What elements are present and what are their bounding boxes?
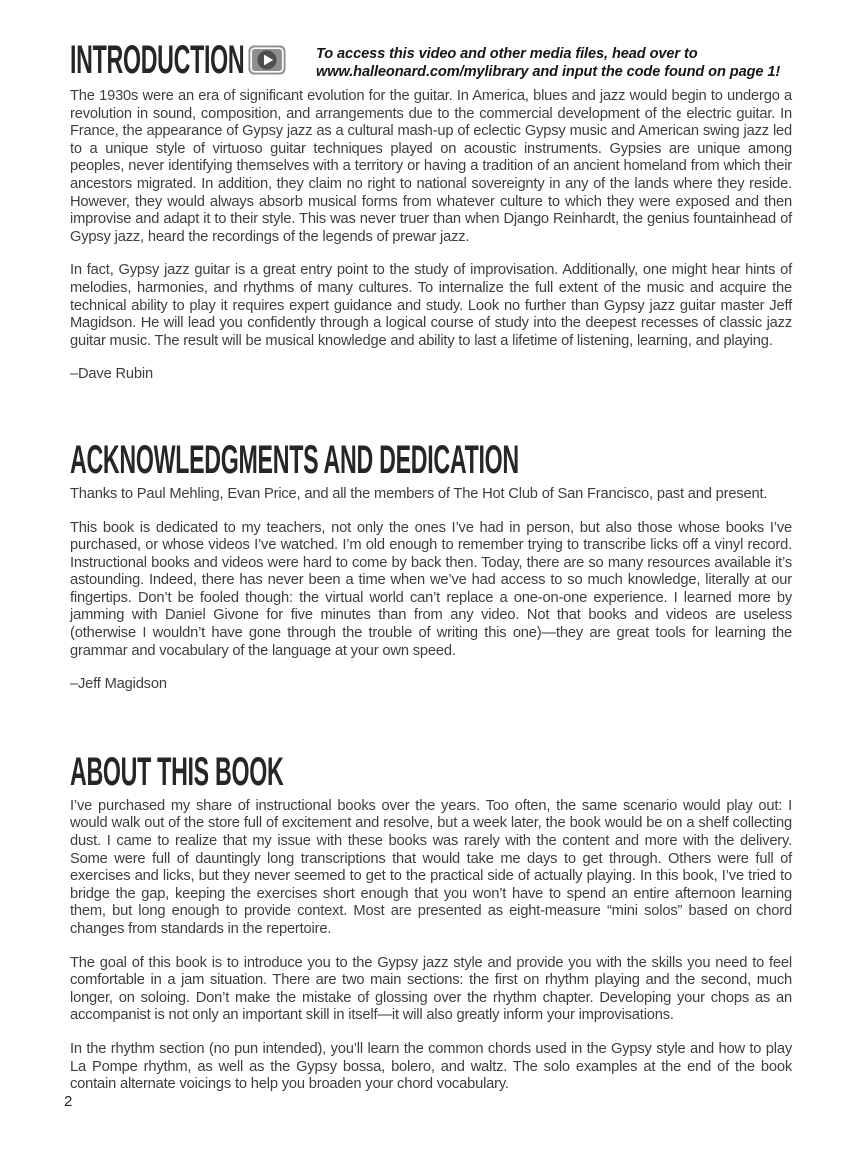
section-about-this-book (70, 749, 792, 1094)
paragraph-ack-1: Thanks to Paul Mehling, Evan Price, and all the members of The Hot Club of San Francisco, past and present. (70, 485, 768, 502)
video-play-icon (248, 45, 286, 80)
introduction-header-row (70, 38, 792, 82)
page-number: 2 (64, 1093, 73, 1110)
introduction-heading-wrap (70, 38, 248, 82)
section-acknowledgments (70, 437, 792, 694)
paragraph-intro-2: In fact, Gypsy jazz guitar is a great entry point to the study of improvisation. Additionally, one might hear hints of melodies, harmonies, and rhythms of many cultures. To internalize the full extent of the music and acquire the technical ability to play it requires expert guidance and study. Look no further than Gypsy jazz guitar master Jeff Magidson. He will lead you confidently through a logical course of study into the deepest recesses of classic jazz guitar music. The result will be musical knowledge and ability to last a lifetime of listening, learning, and playing. (70, 262, 792, 349)
paragraph-about-3: In the rhythm section (no pun intended), you’ll learn the common chords used in the Gypsy style and how to play La Pompe rhythm, as well as the Gypsy bossa, bolero, and waltz. The solo examples at the end of the book contain alternate voicings to help you broaden your chord vocabulary. (70, 1040, 792, 1093)
signature-dave-rubin: –Dave Rubin (70, 366, 153, 383)
media-access-note-line1: To access this video and other media files, head over to (316, 46, 698, 62)
acknowledgments-heading-wrap (70, 437, 792, 482)
signature-jeff-magidson: –Jeff Magidson (70, 676, 167, 693)
about-heading: ABOUT THIS BOOK (70, 749, 284, 794)
paragraph-about-1: I’ve purchased my share of instructional books over the years. Too often, the same scenario would play out: I would walk out of the store full of excitement and resolve, but a week later, the book would be on a shelf collecting dust. I came to realize that my issue with these books was rarely with the content and more with the delivery. Some were full of dauntingly long transcriptions that would take me days to get through. Others were full of exercises and licks, but they never seemed to get to the practical side of actually playing. In this book, I’ve tried to bridge the gap, keeping the exercises short enough that you won’t have to spend an entire afternoon learning them, but long enough to provide context. Most are presented as eight-measure “mini solos” based on chord changes from standards in the repertoire. (70, 797, 792, 937)
paragraph-about-2: The goal of this book is to introduce you to the Gypsy jazz style and provide you with the skills you need to feel comfortable in a jam situation. There are two main sections: the first on rhythm playing and the second, much longer, on soloing. Don’t make the mistake of glossing over the rhythm chapter. Developing your chops as an accompanist is not only an important skill in itself—it will also greatly inform your improvisations. (70, 954, 792, 1024)
about-heading-wrap (70, 749, 792, 794)
paragraph-intro-1: The 1930s were an era of significant evolution for the guitar. In America, blues and jazz would begin to undergo a revolution in sound, composition, and arrangements due to the commercial development of the electric guitar. In France, the appearance of Gypsy jazz as a cultural mash-up of eclectic Gypsy music and American swing jazz led to a unique style of virtuoso guitar techniques played on acoustic instruments. Gypsies are unique among peoples, never identifying themselves with a territory or having a tradition of an ancient homeland from which their ancestors migrated. In addition, they claim no right to national sovereignty in any of the lands where they reside. However, they would always absorb musical forms from whatever culture to which they were exposed and then improvise and adapt it to their style. This was never truer than when Django Reinhardt, the genius fountainhead of Gypsy jazz, heard the recordings of the legends of prewar jazz. (70, 88, 792, 245)
paragraph-ack-2: This book is dedicated to my teachers, not only the ones I’ve had in person, but also those whose books I’ve purchased, or whose videos I’ve watched. I’m old enough to remember trying to transcribe licks off a vinyl record. Instructional books and videos were hard to come by back then. Today, there are so many resources available it’s astounding. Indeed, there has never been a time when we’ve had access to so much knowledge, literally at our fingertips. Don’t be fooled though: the virtual world can’t replace a one-on-one experience. I learned more by jamming with Daniel Givone for five minutes than from any video. Not that books and videos are useless (otherwise I wouldn’t have gone through the trouble of writing this one)—they are great tools for learning the grammar and vocabulary of the language at your own speed. (70, 519, 792, 659)
media-access-note (316, 44, 780, 81)
acknowledgments-heading: ACKNOWLEDGMENTS AND DEDICATION (70, 437, 519, 482)
introduction-heading: INTRODUCTION (70, 38, 245, 82)
media-access-note-line2: www.halleonard.com/mylibrary and input the code found on page 1! (316, 64, 781, 80)
section-introduction (70, 38, 792, 384)
